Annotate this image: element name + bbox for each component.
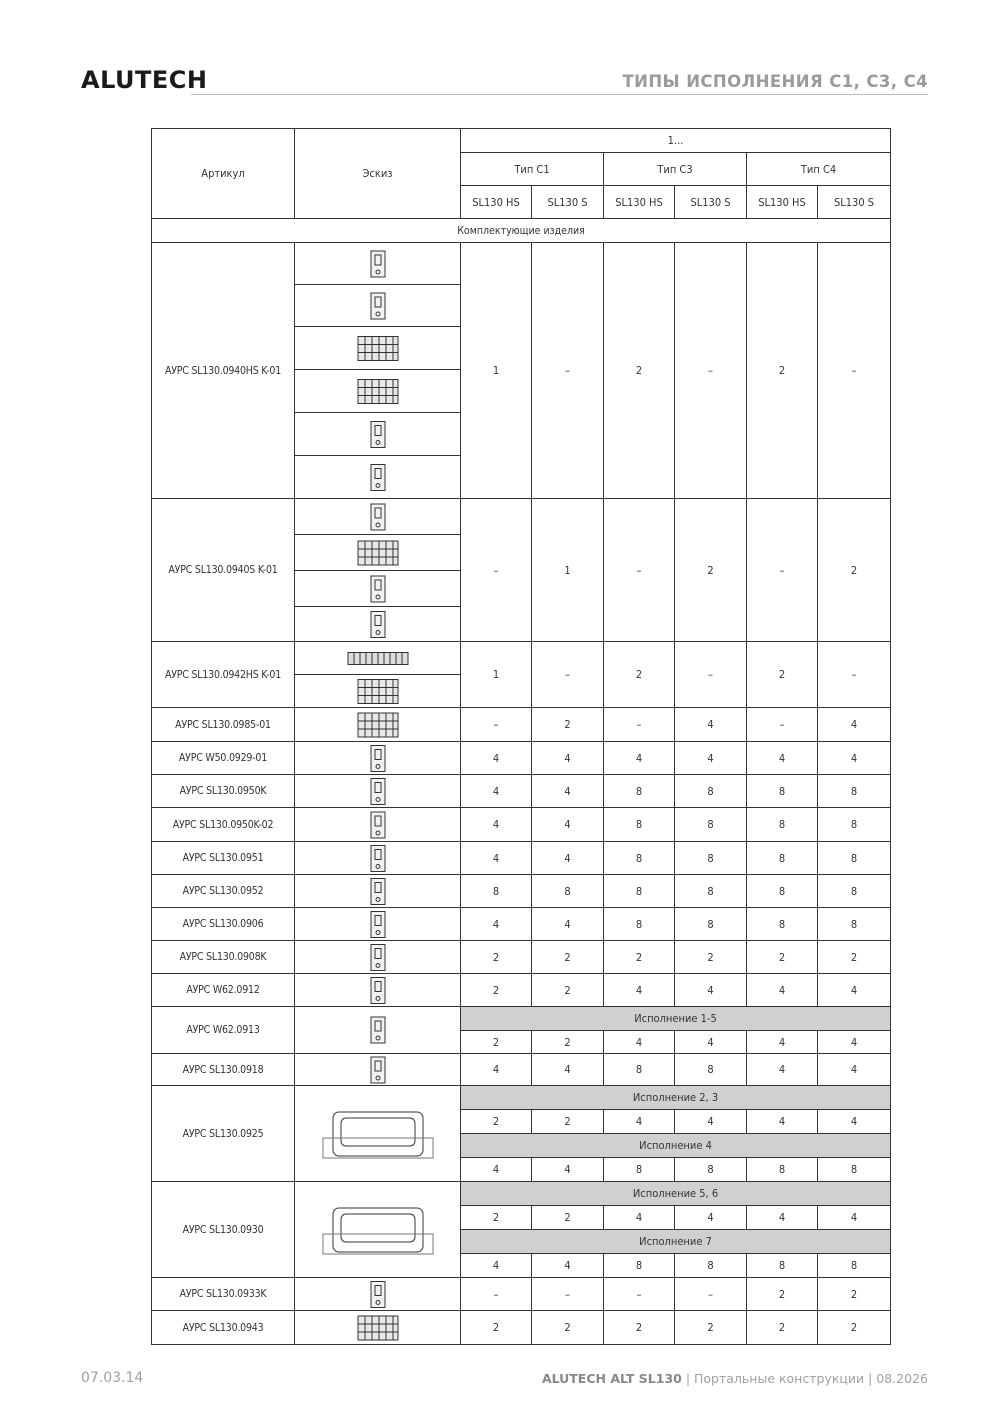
sketch-cell (295, 1182, 461, 1278)
qty-cell: 2 (532, 1110, 604, 1134)
qty-cell: 4 (532, 908, 604, 941)
qty-cell: 2 (461, 1031, 532, 1054)
subheader: SL130 HS (747, 186, 818, 219)
qty-cell: 1 (532, 499, 604, 642)
part-sketch-icon (298, 643, 458, 674)
table-row (152, 1007, 891, 1031)
qty-cell: 4 (461, 775, 532, 808)
qty-cell: 8 (604, 842, 675, 875)
sketch-cell (295, 327, 461, 370)
sketch-cell (295, 370, 461, 413)
qty-cell: 4 (461, 808, 532, 842)
qty-cell: – (675, 1278, 747, 1311)
qty-cell: 8 (675, 1254, 747, 1278)
qty-cell: 8 (461, 875, 532, 908)
sketch-cell (295, 908, 461, 941)
qty-cell: 8 (818, 842, 891, 875)
part-sketch-icon (298, 1055, 458, 1085)
qty-cell: 8 (747, 808, 818, 842)
part-sketch-icon (298, 457, 458, 498)
part-sketch-icon (298, 843, 458, 874)
footer-info (542, 1371, 928, 1386)
qty-cell: 1 (461, 642, 532, 708)
sketch-cell (295, 571, 461, 607)
sketch-cell (295, 974, 461, 1007)
qty-cell: 4 (461, 742, 532, 775)
qty-cell: – (675, 243, 747, 499)
footer-date: 07.03.14 (81, 1370, 144, 1386)
section-row: Комплектующие изделия (152, 219, 891, 243)
qty-cell: 2 (532, 1031, 604, 1054)
sketch-cell (295, 941, 461, 974)
article-cell: АУРС SL130.0950K (152, 775, 295, 808)
qty-cell: 8 (604, 875, 675, 908)
sketch-cell (295, 842, 461, 875)
variant-label: Исполнение 2, 3 (461, 1086, 891, 1110)
qty-cell: – (747, 708, 818, 742)
part-sketch-icon (298, 709, 458, 741)
qty-cell: – (818, 642, 891, 708)
part-sketch-icon (298, 909, 458, 940)
qty-cell: 2 (818, 941, 891, 974)
qty-cell: 8 (604, 908, 675, 941)
qty-cell: 4 (675, 742, 747, 775)
part-sketch-icon (298, 1312, 458, 1344)
qty-cell: 2 (747, 1311, 818, 1345)
qty-cell: 4 (675, 974, 747, 1007)
qty-cell: 8 (747, 908, 818, 941)
qty-cell: 4 (532, 1254, 604, 1278)
qty-cell: – (461, 708, 532, 742)
article-cell: АУРС W62.0913 (152, 1007, 295, 1054)
qty-cell: 8 (747, 1254, 818, 1278)
qty-cell: 4 (461, 1054, 532, 1086)
variant-label: Исполнение 7 (461, 1230, 891, 1254)
sketch-cell (295, 1311, 461, 1345)
part-sketch-icon (298, 371, 458, 412)
qty-cell: 8 (675, 775, 747, 808)
article-cell: АУРС W50.0929-01 (152, 742, 295, 775)
qty-cell: – (818, 243, 891, 499)
qty-cell: 8 (818, 808, 891, 842)
article-cell: АУРС SL130.0940HS K-01 (152, 243, 295, 499)
qty-cell: 8 (818, 775, 891, 808)
table-row (152, 499, 891, 535)
part-sketch-icon (298, 743, 458, 774)
qty-cell: 2 (604, 941, 675, 974)
qty-cell: – (461, 1278, 532, 1311)
article-cell: АУРС SL130.0918 (152, 1054, 295, 1086)
qty-cell: 2 (675, 499, 747, 642)
part-sketch-icon (298, 1186, 458, 1274)
qty-cell: 8 (747, 842, 818, 875)
qty-cell: 4 (675, 1031, 747, 1054)
part-sketch-icon (298, 942, 458, 973)
brand-logo: ALUTECH (81, 66, 208, 94)
sketch-cell (295, 243, 461, 285)
part-sketch-icon (298, 536, 458, 570)
footer-details: | Портальные конструкции | 08.2026 (681, 1371, 928, 1386)
article-cell: АУРС SL130.0952 (152, 875, 295, 908)
sketch-cell (295, 1054, 461, 1086)
article-cell: АУРС SL130.0951 (152, 842, 295, 875)
qty-cell: – (604, 708, 675, 742)
qty-cell: 4 (675, 1110, 747, 1134)
table-row (152, 1182, 891, 1206)
table-row (152, 941, 891, 974)
table-row (152, 875, 891, 908)
sketch-cell (295, 535, 461, 571)
part-sketch-icon (298, 244, 458, 284)
qty-cell: 2 (747, 243, 818, 499)
variant-label: Исполнение 5, 6 (461, 1182, 891, 1206)
qty-cell: 2 (532, 1206, 604, 1230)
section-title: ТИПЫ ИСПОЛНЕНИЯ С1, С3, С4 (622, 72, 928, 91)
qty-cell: 2 (818, 1278, 891, 1311)
qty-cell: 4 (532, 1158, 604, 1182)
qty-cell: 4 (675, 1206, 747, 1230)
article-cell: АУРС SL130.0950K-02 (152, 808, 295, 842)
article-cell: АУРС W62.0912 (152, 974, 295, 1007)
sketch-cell (295, 642, 461, 675)
qty-cell: 4 (675, 708, 747, 742)
table-row (152, 808, 891, 842)
sketch-cell (295, 607, 461, 642)
header-type-c1: Тип С1 (461, 153, 604, 186)
table-row (152, 908, 891, 941)
table-row (152, 708, 891, 742)
header-rule (191, 94, 928, 95)
qty-cell: 2 (532, 941, 604, 974)
sketch-cell (295, 499, 461, 535)
part-sketch-icon (298, 1010, 458, 1050)
qty-cell: 4 (604, 742, 675, 775)
qty-cell: 2 (747, 941, 818, 974)
sketch-cell (295, 675, 461, 708)
sketch-cell (295, 413, 461, 456)
sketch-cell (295, 1007, 461, 1054)
variant-label: Исполнение 1-5 (461, 1007, 891, 1031)
qty-cell: 8 (532, 875, 604, 908)
qty-cell: 8 (675, 908, 747, 941)
qty-cell: 8 (747, 775, 818, 808)
part-sketch-icon (298, 809, 458, 841)
article-cell: АУРС SL130.0908K (152, 941, 295, 974)
qty-cell: 2 (818, 499, 891, 642)
part-sketch-icon (298, 975, 458, 1006)
header-group: 1... (461, 129, 891, 153)
sketch-cell (295, 285, 461, 327)
qty-cell: 4 (604, 974, 675, 1007)
part-sketch-icon (298, 1090, 458, 1178)
qty-cell: 4 (747, 1206, 818, 1230)
qty-cell: 4 (604, 1031, 675, 1054)
part-sketch-icon (298, 876, 458, 907)
sketch-cell (295, 1086, 461, 1182)
subheader: SL130 HS (604, 186, 675, 219)
article-cell: АУРС SL130.0940S K-01 (152, 499, 295, 642)
qty-cell: 4 (461, 1158, 532, 1182)
table-row (152, 842, 891, 875)
header-type-c3: Тип С3 (604, 153, 747, 186)
sketch-cell (295, 1278, 461, 1311)
qty-cell: 2 (675, 941, 747, 974)
part-sketch-icon (298, 608, 458, 641)
components-table (151, 128, 891, 1345)
subheader: SL130 S (818, 186, 891, 219)
qty-cell: 8 (818, 1254, 891, 1278)
qty-cell: 2 (818, 1311, 891, 1345)
article-cell: АУРС SL130.0933K (152, 1278, 295, 1311)
qty-cell: 4 (461, 908, 532, 941)
qty-cell: 2 (532, 708, 604, 742)
qty-cell: 4 (818, 1054, 891, 1086)
qty-cell: – (532, 642, 604, 708)
qty-cell: 4 (818, 742, 891, 775)
qty-cell: 2 (461, 1110, 532, 1134)
qty-cell: 2 (604, 243, 675, 499)
qty-cell: 4 (532, 775, 604, 808)
subheader: SL130 S (532, 186, 604, 219)
part-sketch-icon (298, 776, 458, 807)
table-row (152, 1086, 891, 1110)
qty-cell: 4 (818, 708, 891, 742)
article-cell: АУРС SL130.0985-01 (152, 708, 295, 742)
qty-cell: 8 (675, 808, 747, 842)
qty-cell: 8 (747, 1158, 818, 1182)
article-cell: АУРС SL130.0930 (152, 1182, 295, 1278)
table-row (152, 775, 891, 808)
qty-cell: 8 (675, 1158, 747, 1182)
part-sketch-icon (298, 500, 458, 534)
part-sketch-icon (298, 572, 458, 606)
qty-cell: – (675, 642, 747, 708)
part-sketch-icon (298, 676, 458, 707)
qty-cell: 8 (604, 1254, 675, 1278)
table-row (152, 1278, 891, 1311)
part-sketch-icon (298, 328, 458, 369)
header-article: Артикул (152, 129, 295, 219)
table-row (152, 243, 891, 285)
qty-cell: – (532, 1278, 604, 1311)
qty-cell: 1 (461, 243, 532, 499)
qty-cell: 8 (675, 875, 747, 908)
table-row (152, 1054, 891, 1086)
qty-cell: 4 (818, 974, 891, 1007)
qty-cell: 8 (747, 875, 818, 908)
qty-cell: 4 (818, 1206, 891, 1230)
header-type-c4: Тип С4 (747, 153, 891, 186)
sketch-cell (295, 456, 461, 499)
qty-cell: 4 (532, 1054, 604, 1086)
qty-cell: 2 (461, 941, 532, 974)
footer-product: ALUTECH ALT SL130 (541, 1371, 682, 1386)
qty-cell: 4 (747, 974, 818, 1007)
qty-cell: – (532, 243, 604, 499)
qty-cell: 4 (747, 1110, 818, 1134)
qty-cell: 2 (675, 1311, 747, 1345)
qty-cell: 8 (818, 1158, 891, 1182)
qty-cell: 4 (747, 1054, 818, 1086)
qty-cell: 4 (461, 1254, 532, 1278)
article-cell: АУРС SL130.0942HS K-01 (152, 642, 295, 708)
qty-cell: 4 (461, 842, 532, 875)
qty-cell: 4 (747, 742, 818, 775)
qty-cell: 2 (747, 642, 818, 708)
table-row (152, 1311, 891, 1345)
qty-cell: 2 (532, 1311, 604, 1345)
qty-cell: – (604, 1278, 675, 1311)
sketch-cell (295, 708, 461, 742)
qty-cell: 8 (818, 908, 891, 941)
qty-cell: – (604, 499, 675, 642)
variant-label: Исполнение 4 (461, 1134, 891, 1158)
qty-cell: 8 (604, 1054, 675, 1086)
table-row (152, 974, 891, 1007)
sketch-cell (295, 775, 461, 808)
sketch-cell (295, 808, 461, 842)
qty-cell: – (461, 499, 532, 642)
qty-cell: 2 (604, 642, 675, 708)
qty-cell: 8 (604, 775, 675, 808)
part-sketch-icon (298, 1279, 458, 1310)
qty-cell: 4 (532, 742, 604, 775)
qty-cell: 4 (747, 1031, 818, 1054)
sketch-cell (295, 875, 461, 908)
table-row (152, 642, 891, 675)
qty-cell: 8 (675, 1054, 747, 1086)
part-sketch-icon (298, 414, 458, 455)
qty-cell: 2 (747, 1278, 818, 1311)
qty-cell: 2 (461, 974, 532, 1007)
qty-cell: 8 (604, 1158, 675, 1182)
header-sketch: Эскиз (295, 129, 461, 219)
sketch-cell (295, 742, 461, 775)
qty-cell: 4 (532, 842, 604, 875)
qty-cell: – (747, 499, 818, 642)
table-row (152, 742, 891, 775)
qty-cell: 4 (818, 1031, 891, 1054)
article-cell: АУРС SL130.0943 (152, 1311, 295, 1345)
subheader: SL130 S (675, 186, 747, 219)
article-cell: АУРС SL130.0906 (152, 908, 295, 941)
part-sketch-icon (298, 286, 458, 326)
qty-cell: 2 (532, 974, 604, 1007)
qty-cell: 4 (604, 1206, 675, 1230)
article-cell: АУРС SL130.0925 (152, 1086, 295, 1182)
qty-cell: 2 (604, 1311, 675, 1345)
qty-cell: 8 (604, 808, 675, 842)
qty-cell: 4 (532, 808, 604, 842)
qty-cell: 4 (818, 1110, 891, 1134)
subheader: SL130 HS (461, 186, 532, 219)
qty-cell: 2 (461, 1311, 532, 1345)
qty-cell: 8 (818, 875, 891, 908)
qty-cell: 8 (675, 842, 747, 875)
qty-cell: 4 (604, 1110, 675, 1134)
qty-cell: 2 (461, 1206, 532, 1230)
